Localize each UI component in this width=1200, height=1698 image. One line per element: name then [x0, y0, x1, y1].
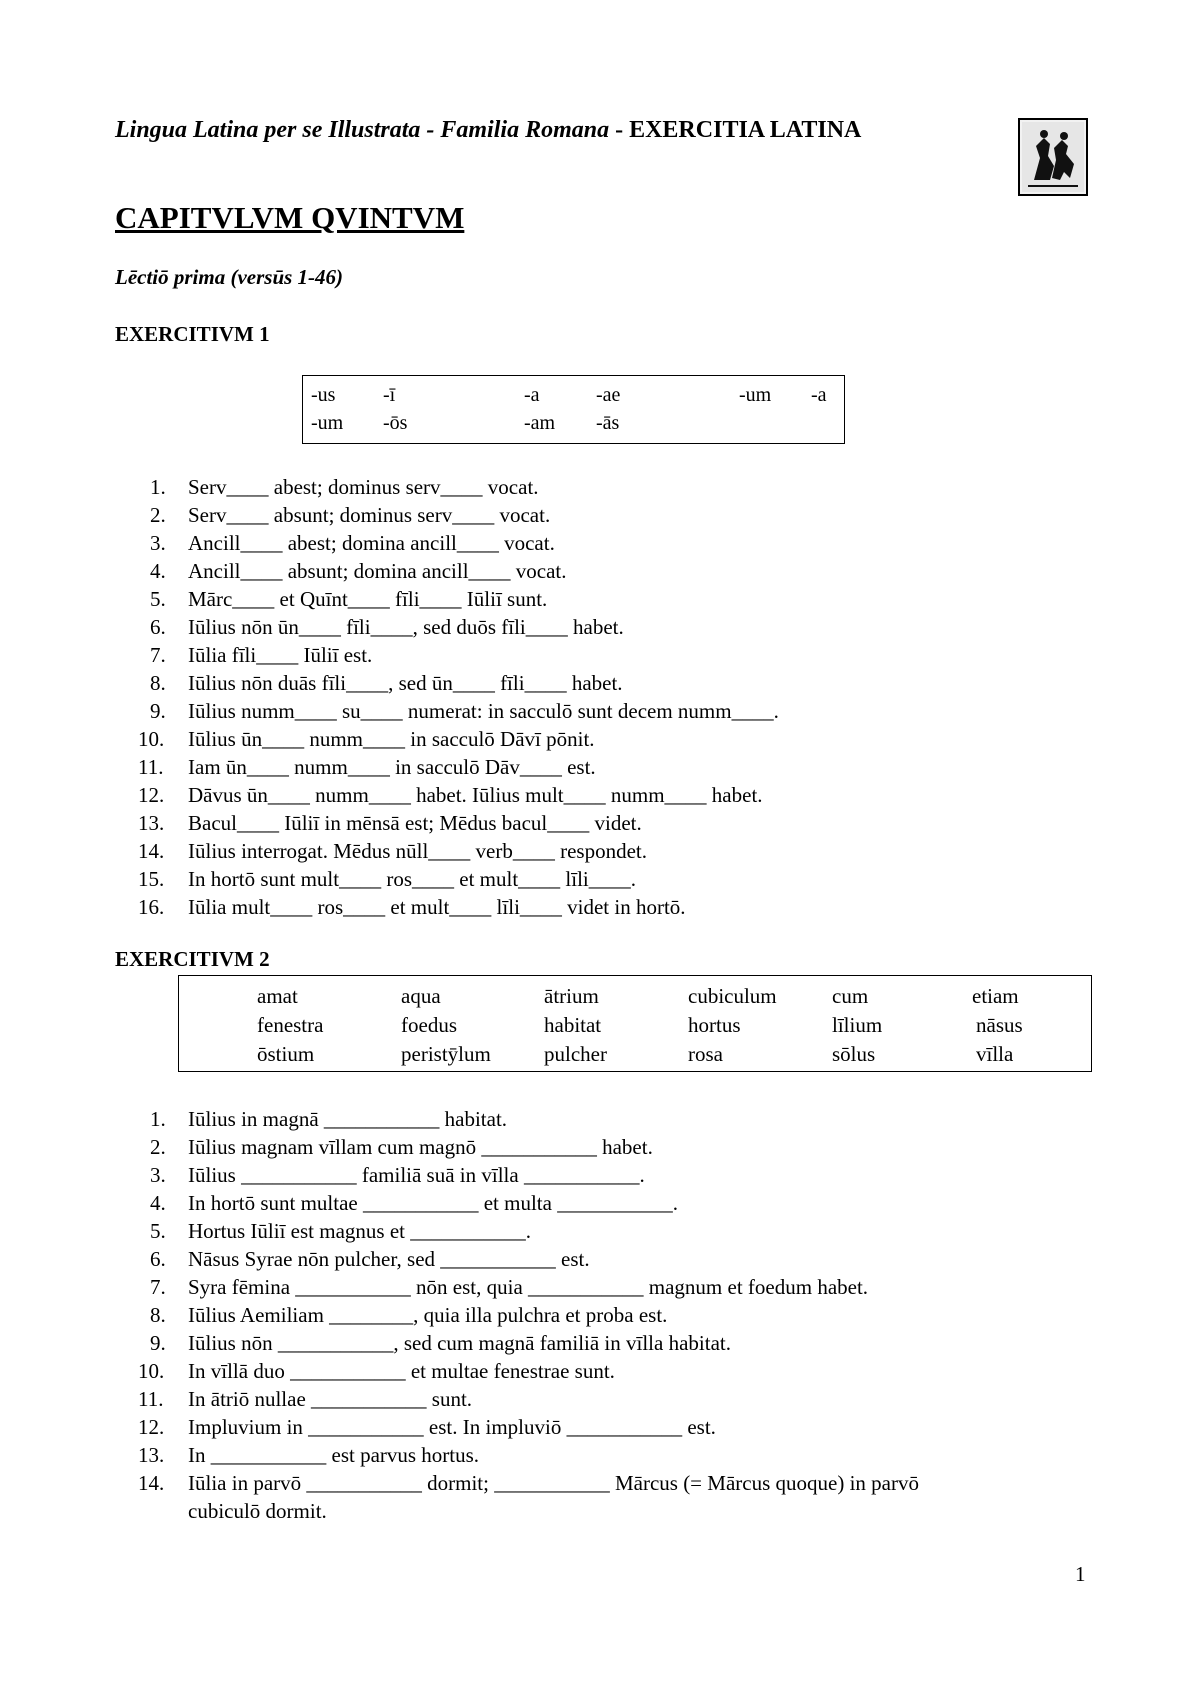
document-page: Lingua Latina per se Illustrata - Familia Romana - EXERCITIA LATINA CAPITVLVM QVINTVM Lēctiō prima (versūs 1-46) EXERCITIVM 1 -us -ī -a -ae -um -a -um -ōs -am -ās 1. Serv____ abest; dominus serv____ vocat. 2. Serv____ absunt; dominus serv____ vocat. 3. Ancill____ abest; domina ancill____ vocat. 4. Ancill____ absunt; domina ancill____ vocat. 5. Mārc____ et Quīnt____ fīli____ Iūliī sunt. 6. Iūlius nōn ūn____ fīli____, sed duōs fīli____ habet. 7. Iūlia fīli____ Iūliī est. 8. Iūlius nōn duās fīli____, sed ūn____ fīli____ habet. 9. Iūlius numm____ su____ numerat: in sacculō sunt decem numm____. 10. Iūlius ūn____ numm____ in sacculō Dāvī pōnit. 11. Iam ūn____ numm____ in sacculō Dāv____ est. 12. Dāvus ūn____ numm____ habet. Iūlius mult____ numm____ habet. 13. Bacul____ Iūliī in mēnsā est; Mēdus bacul____ videt. 14. Iūlius interrogat. Mēdus nūll____ verb____ respondet. 15. In hortō sunt mult____ ros____ et mult____ līli____. 16. Iūlia mult____ ros____ et mult____ līli____ videt in hortō. EXERCITIVM 2 amat aqua ātrium cubiculum cum etiam fenestra foedus habitat hortus līlium nāsus ōstium peristȳlum pulcher rosa sōlus vīlla 1. Iūlius in magnā ___________ habitat. 2. Iūlius magnam vīllam cum magnō ___________ habet. 3. Iūlius ___________ familiā suā in vīlla ___________. 4. In hortō sunt multae ___________ et multa ___________. 5. Hortus Iūliī est magnus et ___________. 6. Nāsus Syrae nōn pulcher, sed ___________ est. 7. Syra fēmina ___________ nōn est, quia ___________ magnum et foedum habet. 8. Iūlius Aemiliam ________, quia illa pulchra et proba est. 9. Iūlius nōn ___________, sed cum magnā familiā in vīlla habitat. 10. In vīllā duo ___________ et multae fenestrae sunt. 11. In ātriō nullae ___________ sunt. 12. Impluvium in ___________ est. In impluviō ___________ est. 13. In ___________ est parvus hortus. 14. Iūlia in parvō ___________ dormit; ___________ Mārcus (= Mārcus quoque) in parvō cubiculō dormit. 1	[0, 0, 1200, 1698]
word: aqua	[401, 984, 441, 1008]
word: hortus	[688, 1013, 741, 1037]
word-bank-box	[178, 975, 1092, 1072]
word: sōlus	[832, 1042, 876, 1066]
ending: -ās	[596, 412, 620, 434]
word: cum	[832, 984, 869, 1008]
exercise2-heading: EXERCITIVM 2	[115, 947, 270, 971]
ending: -ae	[596, 384, 621, 406]
ending: -am	[524, 412, 556, 434]
ending: -um	[739, 384, 772, 406]
word: peristȳlum	[401, 1042, 491, 1066]
word: līlium	[832, 1013, 883, 1037]
word: cubiculum	[688, 984, 777, 1008]
ending: -us	[311, 384, 336, 406]
ending: -um	[311, 412, 344, 434]
ending: -ī	[383, 384, 396, 406]
ending: -a	[524, 384, 540, 406]
word: rosa	[688, 1042, 723, 1066]
header-title-italic: Lingua Latina per se Illustrata - Familia Romana	[115, 117, 610, 143]
logo-drawing	[1020, 120, 1086, 194]
word: ātrium	[544, 984, 599, 1008]
word: habitat	[544, 1013, 602, 1037]
word: amat	[257, 984, 298, 1008]
header-title-plain: - EXERCITIA LATINA	[609, 117, 862, 143]
ending: -ōs	[383, 412, 408, 434]
document-header	[115, 117, 861, 144]
ending: -a	[811, 384, 827, 406]
word: pulcher	[544, 1042, 607, 1066]
exercise1-heading: EXERCITIVM 1	[115, 322, 270, 346]
word: etiam	[972, 984, 1019, 1008]
word: vīlla	[976, 1042, 1014, 1066]
word: foedus	[401, 1013, 457, 1037]
word: ōstium	[257, 1042, 315, 1066]
word: fenestra	[257, 1013, 324, 1037]
word: nāsus	[976, 1013, 1023, 1037]
lesson-subtitle: Lēctiō prima (versūs 1-46)	[115, 265, 344, 289]
endings-box	[302, 375, 845, 444]
roman-figures-logo-icon	[1018, 118, 1088, 196]
chapter-title: CAPITVLVM QVINTVM	[115, 200, 465, 235]
page-number: 1	[1075, 1562, 1086, 1586]
